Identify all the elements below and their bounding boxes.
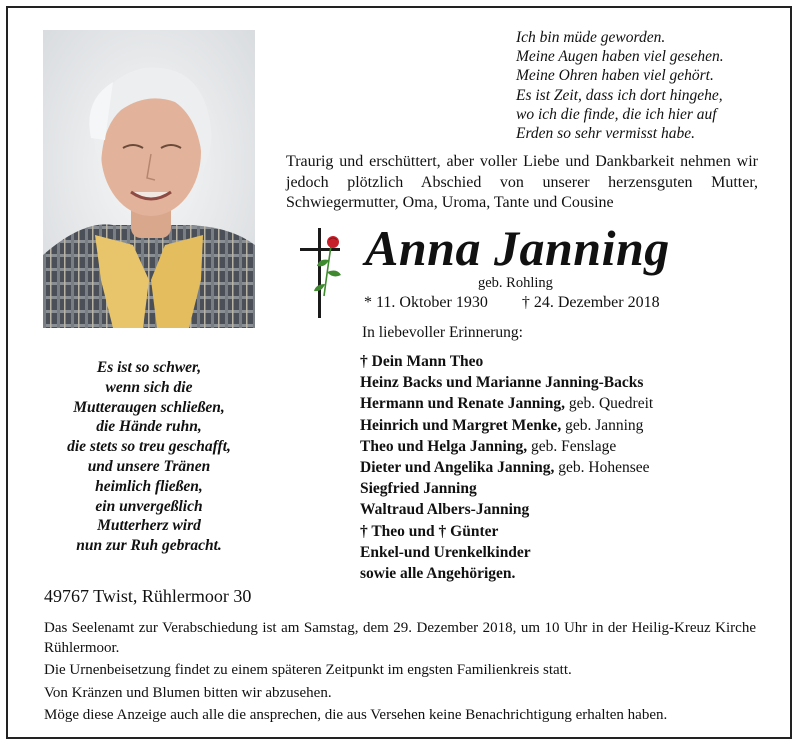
memory-heading: In liebevoller Erinnerung: xyxy=(362,324,523,341)
note-paragraph: Das Seelenamt zur Verabschiedung ist am Samstag, dem 29. Dezember 2018, um 10 Uhr in der Heilig-Kreuz Kirche Rühlermoor. xyxy=(44,620,756,656)
birth-date: * 11. Oktober 1930 xyxy=(364,294,488,311)
poem-line: die stets so treu geschafft, xyxy=(67,438,231,456)
poem-line: wo ich die finde, die ich hier auf xyxy=(516,105,717,123)
family-list xyxy=(360,351,653,584)
cross-with-rose-icon xyxy=(298,226,348,318)
poem-line: ein unvergeßlich xyxy=(95,497,203,515)
family-entry: sowie alle Angehörigen. xyxy=(360,565,516,583)
poem-line: Es ist so schwer, xyxy=(96,359,202,376)
life-dates xyxy=(364,294,660,312)
poem-line: Mutterherz wird xyxy=(97,517,201,535)
portrait-photo xyxy=(43,30,255,328)
family-entry: Siegfried Janning xyxy=(360,480,477,498)
poem-line: wenn sich die xyxy=(105,378,193,396)
note-paragraph: Von Kränzen und Blumen bitten wir abzusehen. xyxy=(44,684,332,701)
funeral-notes xyxy=(44,618,756,728)
intro-text: Traurig und erschüttert, aber voller Liebe und Dankbarkeit nehmen wir jedoch plötzlich Abschied von unserer herzensguten Mutter, Schwiegermutter, Oma, Uroma, Tante und Cousine xyxy=(286,153,758,211)
poem-line: Erden so sehr vermisst habe. xyxy=(516,125,695,143)
family-entry: Theo und Helga Janning, geb. Fenslage xyxy=(360,437,617,455)
maiden-name: geb. Rohling xyxy=(478,275,553,291)
poem-right xyxy=(516,28,786,143)
poem-left xyxy=(43,358,255,556)
family-entry: Enkel-und Urenkelkinder xyxy=(360,543,531,561)
poem-line: Meine Ohren haben viel gehört. xyxy=(516,67,714,85)
family-entry: Hermann und Renate Janning, geb. Quedreit xyxy=(360,395,654,413)
poem-line: Es ist Zeit, dass ich dort hingehe, xyxy=(516,86,723,104)
family-entry: Waltraud Albers-Janning xyxy=(360,501,530,519)
poem-line: Ich bin müde geworden. xyxy=(516,29,666,46)
family-entry: Dieter und Angelika Janning, geb. Hohensee xyxy=(360,459,650,477)
note-paragraph: Die Urnenbeisetzung findet zu einem späteren Zeitpunkt im engsten Familienkreis statt. xyxy=(44,662,572,679)
poem-line: die Hände ruhn, xyxy=(96,418,202,436)
family-entry: Heinz Backs und Marianne Janning-Backs xyxy=(360,374,644,392)
family-entry: † Theo und † Günter xyxy=(360,522,499,540)
poem-line: und unsere Tränen xyxy=(87,457,211,475)
poem-line: Meine Augen haben viel gesehen. xyxy=(516,48,724,66)
poem-line: heimlich fließen, xyxy=(95,477,203,495)
family-entry: Heinrich und Margret Menke, geb. Janning xyxy=(360,416,644,434)
family-entry: † Dein Mann Theo xyxy=(360,353,484,370)
death-date: † 24. Dezember 2018 xyxy=(521,294,660,311)
poem-line: nun zur Ruh gebracht. xyxy=(76,537,222,555)
address: 49767 Twist, Rühlermoor 30 xyxy=(44,586,252,606)
deceased-name: Anna Janning xyxy=(365,220,670,276)
poem-line: Mutteraugen schließen, xyxy=(73,398,225,416)
note-paragraph: Möge diese Anzeige auch alle die ansprechen, die aus Versehen keine Benachrichtigung erhalten haben. xyxy=(44,707,668,724)
